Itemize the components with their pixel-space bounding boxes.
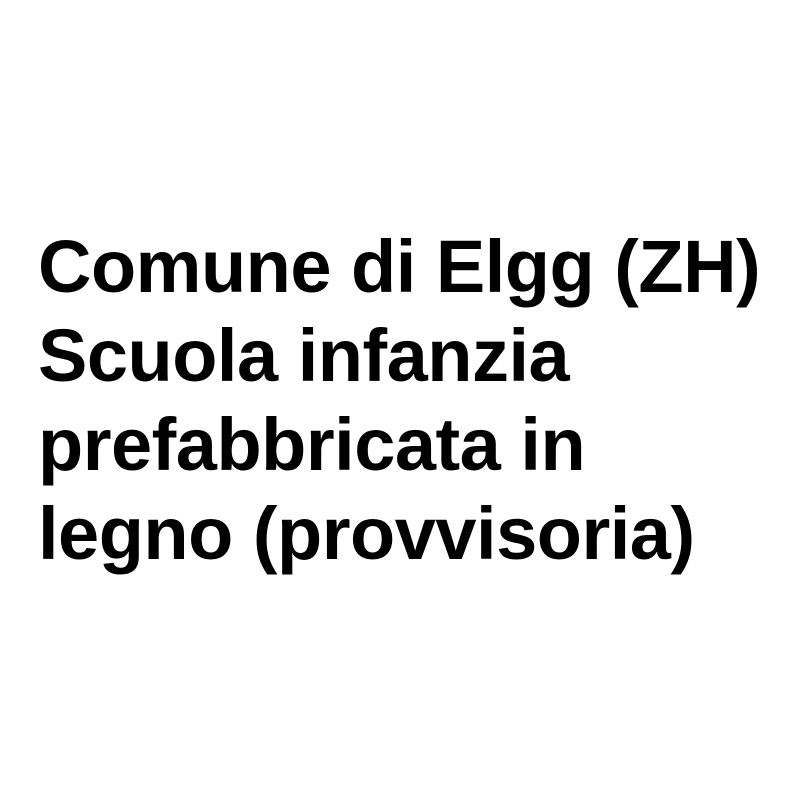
title-text-block [38,222,798,578]
title-line-material: legno (provvisoria) [38,492,695,575]
title-line-school: Scuola infanzia [38,314,570,397]
title-line-municipality: Comune di Elgg (ZH) [38,225,761,308]
title-line-prefab: prefabbricata in [38,403,586,486]
